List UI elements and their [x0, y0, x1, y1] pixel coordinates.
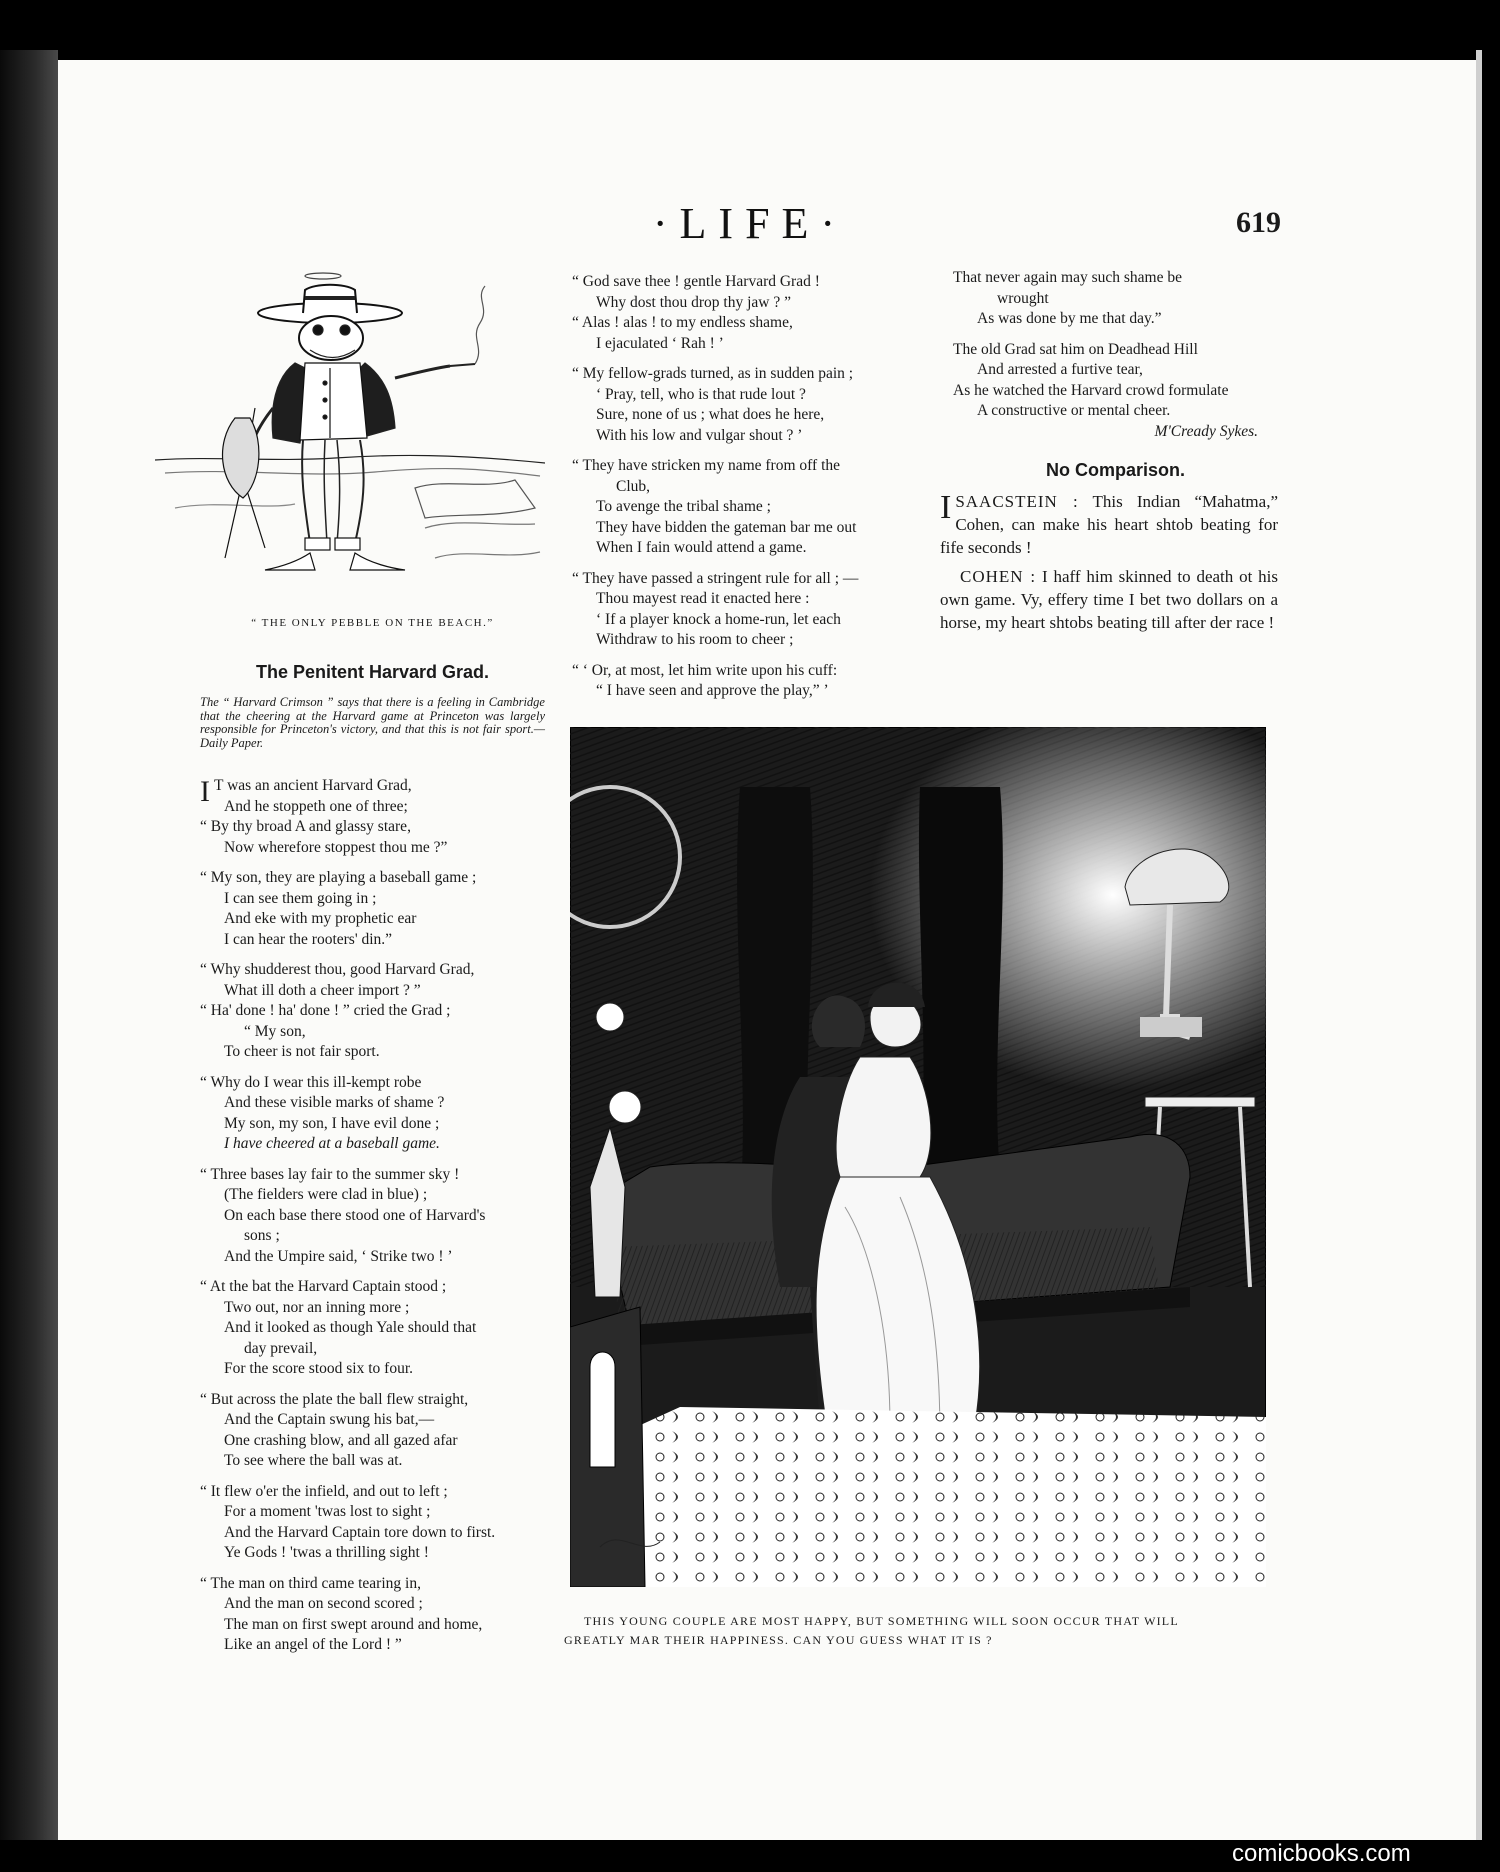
poem-line: “ Why shudderest thou, good Harvard Grad, — [200, 961, 475, 978]
frog-caption: “ THE ONLY PEBBLE ON THE BEACH.” — [251, 617, 494, 629]
stanza — [572, 661, 917, 702]
poem-line: And the Harvard Captain tore down to first. — [224, 1523, 496, 1541]
stanza — [572, 456, 917, 559]
page-edge — [1476, 50, 1482, 1840]
poem-line: And he stoppeth one of three; — [224, 797, 408, 815]
poem-line: “ ‘ Or, at most, let him write upon his cuff: — [572, 661, 838, 679]
poem-line: Ye Gods ! 'twas a thrilling sight ! — [224, 1544, 429, 1561]
couple-caption-line-1: THIS YOUNG COUPLE ARE MOST HAPPY, BUT SOMETHING WILL SOON OCCUR THAT WILL — [584, 1614, 1179, 1628]
poem-line: “ It flew o'er the infield, and out to left ; — [200, 1482, 448, 1500]
penitent-title: The Penitent Harvard Grad. — [255, 662, 490, 682]
poem-line: And these visible marks of shame ? — [224, 1094, 445, 1111]
poem-line: “ But across the plate the ball flew straight, — [200, 1390, 469, 1408]
poem-line: Now wherefore stoppest thou me ?” — [224, 838, 448, 856]
poem-line: Thou mayest read it enacted here : — [596, 590, 810, 607]
poem-line: With his low and vulgar shout ? ’ — [596, 426, 803, 444]
speaker-isaacstein: SAACSTEIN : — [955, 492, 1079, 511]
poem-line: “ God save thee ! gentle Harvard Grad ! — [572, 273, 820, 290]
poem-line: ‘ If a player knock a home-run, let each — [596, 610, 841, 628]
poem-line: ‘ Pray, tell, who is that rude lout ? — [596, 385, 806, 403]
couple-on-sofa-illustration — [570, 727, 1266, 1587]
poem-line: The old Grad sat him on Deadhead Hill — [953, 340, 1198, 358]
poem-line: “ They have stricken my name from off the — [572, 457, 841, 474]
poem-line: My son, my son, I have evil done ; — [224, 1114, 440, 1132]
poem-line: I ejaculated ‘ Rah ! ’ — [596, 334, 724, 352]
poem-line: “ My son, they are playing a baseball game ; — [200, 869, 477, 886]
poem-line: They have bidden the gateman bar me out — [596, 518, 857, 536]
poem-line: “ My fellow-grads turned, as in sudden pain ; — [572, 365, 854, 382]
stanza — [200, 1390, 545, 1472]
poem-line: “ At the bat the Harvard Captain stood ; — [200, 1278, 447, 1295]
poem-line: “ Alas ! alas ! to my endless shame, — [572, 314, 793, 331]
comparison-body — [940, 490, 1278, 634]
poem-line: To avenge the tribal shame ; — [596, 498, 771, 515]
poem-line: And it looked as though Yale should that — [224, 1319, 477, 1336]
stanza — [572, 364, 917, 446]
poem-line: And the Captain swung his bat,— — [224, 1411, 435, 1428]
couple-caption — [564, 1612, 1264, 1650]
poem-line: I can see them going in ; — [224, 889, 377, 907]
penitent-epigraph: The “ Harvard Crimson ” says that there is a feeling in Cambridge that the cheering at the Harvard game at Princeton was largely responsible for Princeton's victory, and that this is not fair sport.—Daily Paper. — [200, 695, 545, 750]
poem-line: “ Why do I wear this ill-kempt robe — [200, 1073, 422, 1091]
poem-line: That never again may such shame be — [953, 269, 1182, 286]
couple-caption-line-2: GREATLY MAR THEIR HAPPINESS. CAN YOU GUESS WHAT IT IS ? — [564, 1633, 993, 1647]
poem-line: To see where the ball was at. — [224, 1452, 403, 1469]
stanza — [572, 569, 917, 651]
poem-line: Like an angel of the Lord ! ” — [224, 1636, 402, 1653]
poem-line: “ Ha' done ! ha' done ! ” cried the Grad ; — [200, 1002, 451, 1019]
poem-line: sons ; — [244, 1227, 280, 1244]
poem-line: Two out, nor an inning more ; — [224, 1298, 410, 1316]
stanza — [200, 1165, 545, 1268]
poem-line: Why dost thou drop thy jaw ? ” — [596, 293, 792, 311]
poem-line: The man on first swept around and home, — [224, 1615, 483, 1633]
stanza — [953, 340, 1278, 443]
poem-line: To cheer is not fair sport. — [224, 1043, 380, 1060]
stanza — [200, 868, 545, 950]
poem-column-left — [200, 776, 545, 1666]
poem-line: And the Umpire said, ‘ Strike two ! ’ — [224, 1247, 453, 1265]
stanza — [200, 1277, 545, 1380]
site-watermark: comicbooks.com — [1232, 1840, 1411, 1867]
poem-line: As he watched the Harvard crowd formulate — [953, 381, 1229, 399]
poem-line: day prevail, — [244, 1339, 318, 1357]
comparison-line-2: I haff him skinned to death ot his own game. Vy, effery time I bet two dollars on a horse, my heart shtobs beating till after der race ! — [940, 567, 1279, 632]
comparison-para-2 — [940, 565, 1278, 634]
dropcap: I — [200, 775, 210, 808]
poem-line: And the man on second scored ; — [224, 1595, 423, 1612]
stanza — [200, 1482, 545, 1564]
dropcap: I — [940, 489, 952, 526]
poem-line: T was an ancient Harvard Grad, — [214, 777, 412, 794]
poem-line: Sure, none of us ; what does he here, — [596, 406, 825, 423]
speaker-cohen: COHEN : — [960, 567, 1037, 586]
poem-line: (The fielders were clad in blue) ; — [224, 1186, 428, 1203]
book-spine-shadow — [0, 50, 58, 1840]
poem-line: What ill doth a cheer import ? ” — [224, 981, 421, 999]
stanza — [200, 1574, 545, 1656]
page-number: 619 — [1236, 206, 1281, 239]
poem-line: On each base there stood one of Harvard's — [224, 1206, 486, 1224]
poem-line: For a moment 'twas lost to sight ; — [224, 1503, 431, 1520]
stanza — [200, 960, 545, 1063]
stanza — [953, 268, 1278, 330]
poem-line: Club, — [616, 477, 651, 495]
poem-column-right — [953, 268, 1278, 452]
poem-line: “ My son, — [244, 1022, 306, 1040]
stanza — [572, 272, 917, 354]
poem-line: One crashing blow, and all gazed afar — [224, 1431, 458, 1449]
comparison-line-1: This Indian “Mahatma,” Cohen, can make his heart shtob beating for fife seconds ! — [940, 492, 1278, 557]
stanza — [200, 776, 545, 858]
stanza — [200, 1073, 545, 1155]
poem-line: wrought — [997, 289, 1049, 307]
poem-line: “ They have passed a stringent rule for all ; — — [572, 569, 859, 587]
poem-column-middle — [572, 272, 917, 712]
poem-signature: M'Cready Sykes. — [1154, 422, 1258, 440]
poem-line: As was done by me that day.” — [977, 310, 1162, 327]
poem-line: And arrested a furtive tear, — [977, 361, 1143, 378]
poem-line: I can hear the rooters' din.” — [224, 930, 393, 948]
poem-line: “ I have seen and approve the play,” ’ — [596, 682, 829, 699]
poem-line: “ Three bases lay fair to the summer sky ! — [200, 1165, 460, 1183]
masthead: ·LIFE· — [652, 199, 848, 248]
poem-line: “ The man on third came tearing in, — [200, 1574, 421, 1592]
poem-line: When I fain would attend a game. — [596, 539, 807, 556]
poem-line: And eke with my prophetic ear — [224, 910, 417, 927]
poem-line: Withdraw to his room to cheer ; — [596, 631, 794, 648]
poem-line: For the score stood six to four. — [224, 1360, 413, 1377]
comparison-para-1 — [940, 490, 1278, 559]
poem-line: “ By thy broad A and glassy stare, — [200, 818, 411, 835]
poem-line: I have cheered at a baseball game. — [224, 1135, 440, 1152]
poem-line: A constructive or mental cheer. — [977, 402, 1171, 419]
comparison-title: No Comparison. — [1045, 460, 1185, 480]
frog-grad-illustration — [155, 268, 545, 608]
